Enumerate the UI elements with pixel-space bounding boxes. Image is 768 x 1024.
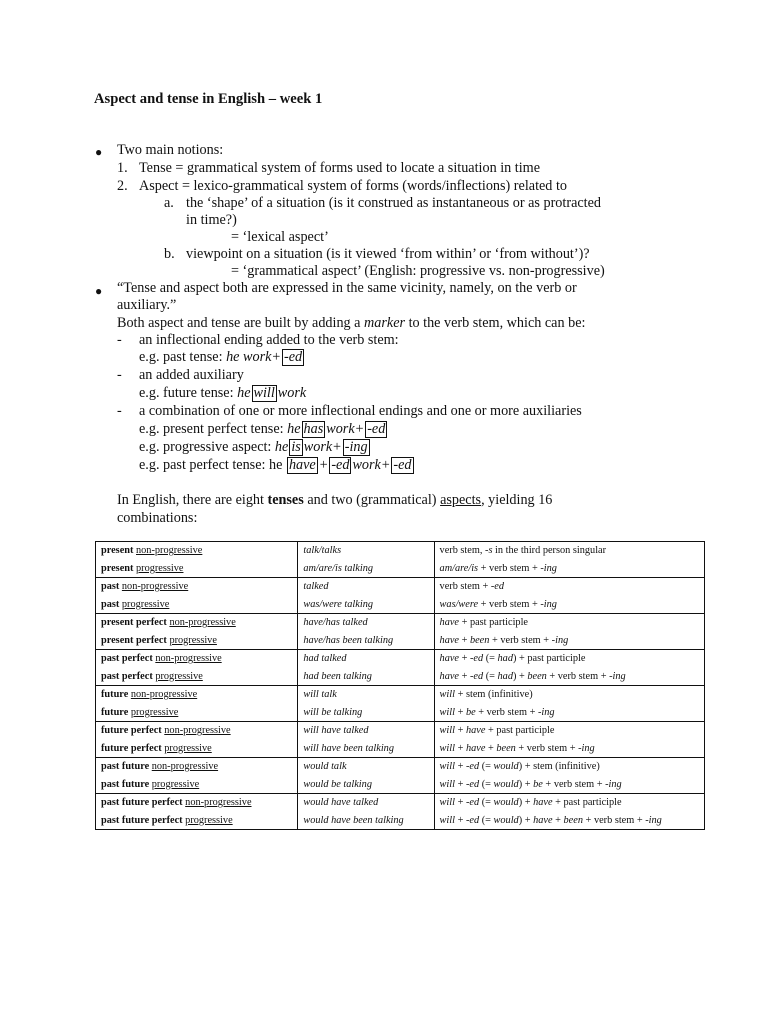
- tense-name-cell: [96, 632, 298, 650]
- form-token: have: [439, 653, 459, 664]
- summary-line1: [117, 491, 552, 509]
- form-cell: will + have + been + verb stem + -ing: [434, 740, 704, 758]
- example-label: e.g. past tense:: [139, 349, 227, 365]
- example-verb: work+: [303, 439, 342, 455]
- example-label: e.g. future tense:: [139, 385, 238, 401]
- form-cell: was/were + verb stem + -ing: [434, 596, 704, 614]
- form-token: -ed: [465, 814, 480, 826]
- example-label: e.g. present perfect tense:: [139, 421, 288, 437]
- form-cell: will + be + verb stem + -ing: [434, 704, 704, 722]
- form-token: will: [439, 814, 455, 826]
- aspect-label: progressive: [155, 670, 203, 682]
- tense-label: present perfect: [101, 617, 170, 628]
- aspect-label: progressive: [121, 598, 170, 610]
- example-progressive: [139, 438, 371, 456]
- form-token: been: [563, 814, 583, 826]
- example-cell: would have been talking: [298, 812, 434, 830]
- example-verb: work+: [326, 421, 365, 437]
- example-cell: would have talked: [298, 794, 434, 812]
- form-token: have: [439, 670, 459, 682]
- marker-box: has: [303, 421, 324, 437]
- page-title: Aspect and tense in English – week 1: [94, 91, 323, 107]
- table-row: [96, 776, 705, 794]
- form-token: -s: [485, 545, 493, 556]
- tense-name-cell: [96, 704, 298, 722]
- table-row: [96, 596, 705, 614]
- tense-label: past: [101, 581, 122, 592]
- example-future-tense: [139, 384, 306, 402]
- example-cell: was/were talking: [298, 596, 434, 614]
- form-token: will: [439, 797, 455, 808]
- form-cell: will + have + past participle: [434, 722, 704, 740]
- aspect-label: non-progressive: [169, 617, 236, 628]
- marker-box: -ed: [283, 349, 303, 365]
- example-past-perfect: [139, 456, 415, 474]
- tense-label: future: [101, 689, 131, 700]
- form-token: -ing: [540, 562, 557, 574]
- form-cell: have + -ed (= had) + past participle: [434, 650, 704, 668]
- tense-label: past future perfect: [101, 797, 186, 808]
- tense-name-cell: [96, 578, 298, 596]
- marker-box: will: [253, 385, 275, 401]
- aspect-label: progressive: [151, 778, 200, 790]
- example-label: e.g. past perfect tense: he: [139, 457, 286, 473]
- form-token: will: [439, 689, 455, 700]
- form-cell: will + stem (infinitive): [434, 686, 704, 704]
- notion-aspect: Aspect = lexico-grammatical system of forms (words/inflections) related to: [139, 178, 567, 194]
- marker-box: -ed: [367, 421, 386, 437]
- example-verb: work: [277, 385, 307, 401]
- summary-pre: In English, there are eight: [117, 492, 268, 508]
- tense-label: future perfect: [101, 725, 165, 736]
- example-cell: will have been talking: [298, 740, 434, 758]
- tense-label: past future: [101, 761, 152, 772]
- form-token: will: [439, 725, 455, 736]
- tense-name-cell: [96, 560, 298, 578]
- aspect-label: progressive: [185, 814, 233, 826]
- summary-line2: combinations:: [117, 510, 198, 526]
- example-cell: would talk: [298, 758, 434, 776]
- notion-number: 1.: [117, 160, 128, 176]
- form-cell: will + -ed (= would) + be + verb stem + -ing: [434, 776, 704, 794]
- table-row: [96, 686, 705, 704]
- example-cell: will talk: [298, 686, 434, 704]
- form-token: will: [439, 761, 455, 772]
- marker-box: -ing: [344, 439, 368, 455]
- marker-word: marker: [364, 315, 406, 331]
- example-verb: work+: [352, 457, 391, 473]
- example-past-tense: [139, 348, 305, 366]
- tense-name-cell: [96, 722, 298, 740]
- table-row: [96, 542, 705, 560]
- form-token: -ed: [469, 653, 484, 664]
- form-token: will: [439, 778, 455, 790]
- example-label: e.g. progressive aspect:: [139, 439, 275, 455]
- bullet-icon: ●: [95, 284, 103, 298]
- tense-label: future: [101, 706, 131, 718]
- example-cell: had been talking: [298, 668, 434, 686]
- tense-name-cell: [96, 650, 298, 668]
- tense-name-cell: [96, 740, 298, 758]
- example-subject: he: [287, 421, 301, 437]
- example-cell: talk/talks: [298, 542, 434, 560]
- example-plus: +: [318, 457, 329, 473]
- dash: -: [117, 367, 122, 383]
- marker-box: have: [288, 457, 316, 473]
- form-cell: will + -ed (= would) + stem (infinitive): [434, 758, 704, 776]
- summary-aspects: aspects: [440, 492, 482, 508]
- tense-name-cell: [96, 686, 298, 704]
- notion-tense: Tense = grammatical system of forms used to locate a situation in time: [139, 160, 541, 176]
- summary-post: , yielding 16: [481, 492, 553, 508]
- tense-label: past future: [101, 778, 152, 790]
- form-token: was/were: [439, 598, 479, 610]
- table-row: [96, 632, 705, 650]
- notions-intro: Two main notions:: [117, 142, 224, 158]
- example-cell: would be talking: [298, 776, 434, 794]
- example-cell: have/has been talking: [298, 632, 434, 650]
- marker-auxiliary: an added auxiliary: [139, 367, 244, 383]
- table-row: [96, 650, 705, 668]
- form-token: have: [465, 742, 486, 754]
- tense-label: past future perfect: [101, 814, 186, 826]
- form-token: have: [465, 725, 486, 736]
- form-token: been: [469, 634, 490, 646]
- form-token: -ing: [605, 778, 622, 790]
- aspect-label: progressive: [164, 742, 212, 754]
- form-token: will: [439, 742, 455, 754]
- summary-mid: and two (grammatical): [303, 492, 441, 508]
- tense-label: present perfect: [101, 634, 170, 646]
- form-token: -ed: [469, 670, 484, 682]
- example-cell: have/has talked: [298, 614, 434, 632]
- aspect-label: non-progressive: [121, 581, 189, 592]
- tense-label: past perfect: [101, 653, 156, 664]
- marker-inflection: an inflectional ending added to the verb stem:: [139, 332, 399, 348]
- form-token: -ed: [465, 797, 480, 808]
- marker-sentence: [117, 314, 585, 332]
- example-cell: will have talked: [298, 722, 434, 740]
- table-row: [96, 758, 705, 776]
- table-row: [96, 740, 705, 758]
- aspect-label: non-progressive: [151, 761, 219, 772]
- form-token: had: [497, 670, 513, 682]
- form-token: been: [527, 670, 547, 682]
- example-cell: had talked: [298, 650, 434, 668]
- table-row: [96, 614, 705, 632]
- tense-name-cell: [96, 812, 298, 830]
- tense-aspect-table: [95, 541, 705, 830]
- form-token: am/are/is: [439, 562, 479, 574]
- form-token: -ing: [537, 706, 555, 718]
- form-cell: verb stem, -s in the third person singular: [434, 542, 704, 560]
- form-token: -ed: [465, 761, 480, 772]
- tense-name-cell: [96, 596, 298, 614]
- grammatical-aspect: = ‘grammatical aspect’ (English: progressive vs. non-progressive): [231, 263, 605, 279]
- tense-name-cell: [96, 542, 298, 560]
- tense-name-cell: [96, 794, 298, 812]
- example-cell: am/are/is talking: [298, 560, 434, 578]
- form-cell: have + -ed (= had) + been + verb stem + -ing: [434, 668, 704, 686]
- example-subject: he: [237, 385, 251, 401]
- form-token: have: [439, 617, 459, 628]
- form-token: would: [493, 797, 519, 808]
- form-token: have: [533, 797, 553, 808]
- aspect-label: non-progressive: [185, 797, 252, 808]
- tense-name-cell: [96, 776, 298, 794]
- form-token: be: [533, 778, 543, 790]
- sub-b-line: viewpoint on a situation (is it viewed ‘from within’ or ‘from without’)?: [186, 246, 590, 262]
- form-token: have: [533, 814, 553, 826]
- summary-tenses: tenses: [267, 492, 304, 508]
- lexical-aspect: = ‘lexical aspect’: [231, 229, 329, 245]
- aspect-label: progressive: [130, 706, 179, 718]
- dash: -: [117, 332, 122, 348]
- table-row: [96, 560, 705, 578]
- marker-combination: a combination of one or more inflectional endings and one or more auxiliaries: [139, 403, 582, 419]
- table-row: [96, 722, 705, 740]
- form-cell: will + -ed (= would) + have + past participle: [434, 794, 704, 812]
- tense-label: present: [101, 545, 136, 556]
- aspect-label: non-progressive: [155, 653, 222, 664]
- tense-label: present: [101, 562, 136, 574]
- tense-label: future perfect: [101, 742, 165, 754]
- form-token: been: [496, 742, 516, 754]
- aspect-label: progressive: [136, 562, 184, 574]
- form-cell: am/are/is + verb stem + -ing: [434, 560, 704, 578]
- tense-label: past perfect: [101, 670, 156, 682]
- form-cell: will + -ed (= would) + have + been + verb stem + -ing: [434, 812, 704, 830]
- form-token: -ing: [540, 598, 557, 610]
- sub-letter: a.: [164, 195, 174, 211]
- form-token: have: [439, 634, 459, 646]
- tense-name-cell: [96, 668, 298, 686]
- sub-letter: b.: [164, 246, 175, 262]
- form-token: would: [493, 814, 519, 826]
- form-token: be: [465, 706, 476, 718]
- dash: -: [117, 403, 122, 419]
- table-row: [96, 812, 705, 830]
- form-token: would: [493, 778, 519, 790]
- marker-box: -ed: [331, 457, 350, 473]
- aspect-label: non-progressive: [164, 725, 231, 736]
- aspect-label: progressive: [169, 634, 217, 646]
- marker-pre: Both aspect and tense are built by adding a: [117, 315, 365, 331]
- tense-name-cell: [96, 758, 298, 776]
- sub-a-line1: the ‘shape’ of a situation (is it construed as instantaneous or as protracted: [186, 195, 601, 211]
- form-token: -ed: [465, 778, 480, 790]
- form-token: -ing: [609, 670, 626, 682]
- quote-line2: auxiliary.”: [117, 297, 177, 313]
- aspect-label: non-progressive: [130, 689, 198, 700]
- tense-table-body: [96, 542, 705, 830]
- form-token: -ing: [578, 742, 595, 754]
- bullet-icon: ●: [95, 145, 103, 159]
- table-row: [96, 578, 705, 596]
- sub-a-line2: in time?): [186, 212, 237, 228]
- table-row: [96, 794, 705, 812]
- example-cell: talked: [298, 578, 434, 596]
- marker-box: is: [291, 439, 301, 455]
- example-subject: he: [274, 439, 289, 455]
- table-row: [96, 668, 705, 686]
- form-cell: have + past participle: [434, 614, 704, 632]
- form-token: will: [439, 706, 455, 718]
- tense-name-cell: [96, 614, 298, 632]
- notion-number: 2.: [117, 178, 128, 194]
- form-token: -ed: [490, 581, 504, 592]
- table-row: [96, 704, 705, 722]
- form-token: had: [497, 653, 513, 664]
- example-cell: will be talking: [298, 704, 434, 722]
- form-token: -ing: [645, 814, 662, 826]
- marker-post: to the verb stem, which can be:: [405, 315, 586, 331]
- marker-box: -ed: [393, 457, 412, 473]
- quote-line1: “Tense and aspect both are expressed in the same vicinity, namely, on the verb or: [117, 280, 577, 296]
- example-stem: he work+: [226, 349, 281, 365]
- aspect-label: non-progressive: [136, 545, 203, 556]
- form-token: -ing: [551, 634, 569, 646]
- example-present-perfect: [139, 420, 388, 438]
- form-cell: verb stem + -ed: [434, 578, 704, 596]
- tense-label: past: [101, 598, 122, 610]
- form-cell: have + been + verb stem + -ing: [434, 632, 704, 650]
- form-token: would: [493, 761, 519, 772]
